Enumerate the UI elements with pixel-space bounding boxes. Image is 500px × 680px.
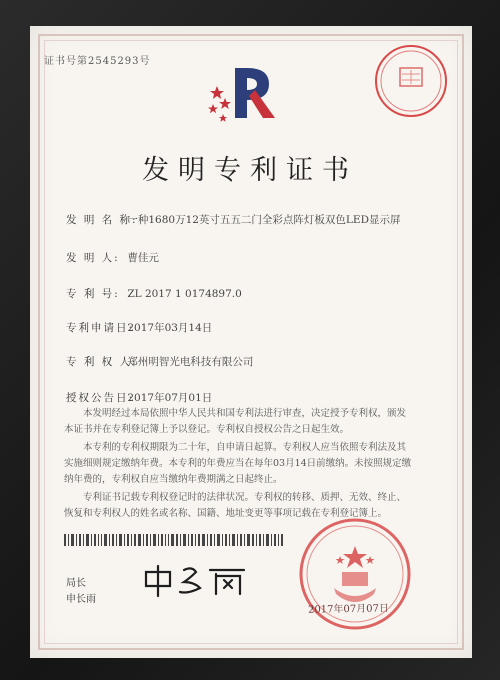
field-label: 发 明 人: [66,252,120,264]
field-grant-date [66,390,212,405]
field-value: 郑州明智光电科技有限公司 [127,356,254,368]
field-patent-number [66,286,242,301]
field-invention-name [66,212,400,227]
field-patentee [66,354,253,369]
field-label: 授权公告日: [66,392,135,404]
field-value: 2017年07月01日 [127,392,213,404]
body-paragraph: 本专利的专利权期限为二十年，自申请日起算。专利权人应当依照专利法及其实施细则规定缴纳年费。本专利的年费应当在每年03月14日前缴纳。未按照规定缴纳年费的，专利权自应当缴纳年费期满之日起终止。 [64,442,412,485]
barcode-icon [64,534,284,546]
field-value: ZL 2017 1 0174897.0 [127,288,242,300]
handwritten-signature-icon [140,562,260,600]
field-label: 专利申请日: [66,322,135,334]
certificate-title: 发明专利证书 [142,155,358,186]
certificate-number: 证书号第2545293号 [44,56,151,67]
body-paragraph: 专利证书记载专利权登记时的法律状况。专利权的转移、质押、无效、终止、恢复和专利权人的姓名或名称、国籍、地址变更等事项记载在专利登记簿上。 [64,492,407,519]
seal-date: 2017年07月07日 [307,603,390,616]
field-value: 曹佳元 [127,252,159,264]
field-label: 发 明 名 称: [66,214,138,226]
patent-office-emblem-icon [205,60,285,130]
signatory-title: 局长 [66,578,86,589]
field-label: 专 利 权 人: [66,356,138,368]
field-label: 专 利 号: [66,288,120,300]
body-paragraph: 本发明经过本局依照中华人民共和国专利法进行审查，决定授予专利权，颁发本证书并在专利登记簿上予以登记。专利权自授权公告之日起生效。 [64,408,407,435]
field-inventor [66,250,159,265]
field-application-date [66,320,212,335]
signatory-name: 申长雨 [66,594,96,605]
field-value: 一种1680万12英寸五五二门全彩点阵灯板双色LED显示屏 [127,214,401,226]
seal-stamp-top-icon [372,42,450,120]
field-value: 2017年03月14日 [127,322,213,334]
